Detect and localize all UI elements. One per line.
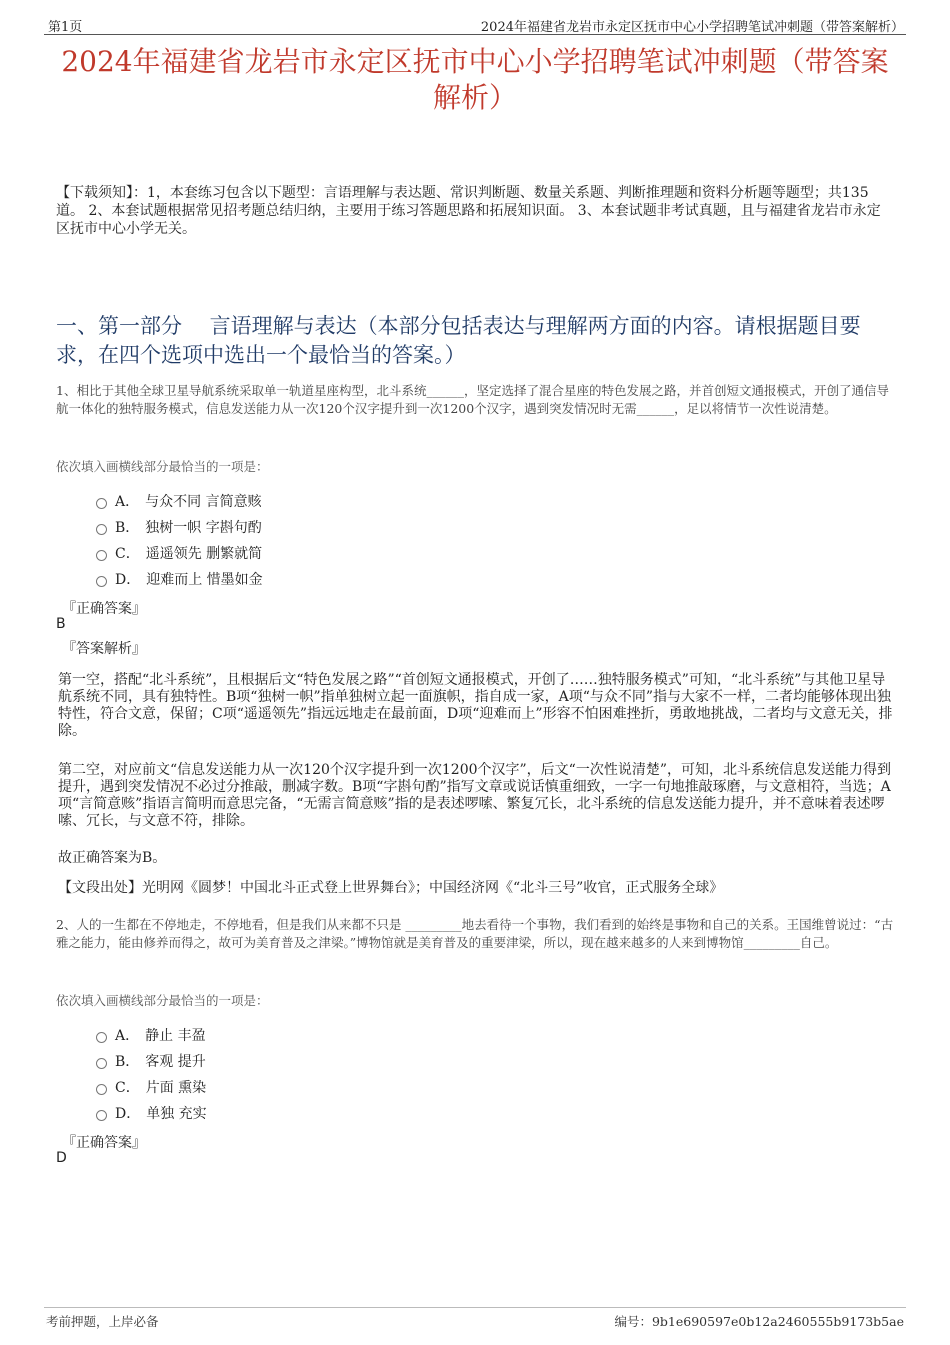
question-2-instruction: 依次填入画横线部分最恰当的一项是： — [56, 993, 269, 1008]
option-c[interactable]: C． 遥遥领先 删繁就简 — [96, 540, 263, 566]
correct-answer-label: 『正确答案』 — [62, 601, 146, 617]
option-b[interactable]: B． 客观 提升 — [96, 1048, 207, 1074]
correct-answer: D — [56, 1150, 67, 1166]
page-number: 第1页 — [48, 20, 83, 35]
radio-icon[interactable] — [96, 576, 107, 587]
correct-answer: B — [56, 616, 66, 632]
option-c[interactable]: C． 片面 熏染 — [96, 1074, 207, 1100]
radio-icon[interactable] — [96, 1032, 107, 1043]
correct-answer-label: 『正确答案』 — [62, 1135, 146, 1151]
radio-icon[interactable] — [96, 1084, 107, 1095]
question-1-options — [96, 488, 263, 592]
option-a[interactable]: A． 与众不同 言简意赅 — [96, 488, 263, 514]
header-doc-title: 2024年福建省龙岩市永定区抚市中心小学招聘笔试冲刺题（带答案解析） — [480, 20, 904, 35]
option-d[interactable]: D． 迎难而上 惜墨如金 — [96, 566, 263, 592]
radio-icon[interactable] — [96, 1058, 107, 1069]
section-heading: 一、第一部分 言语理解与表达（本部分包括表达与理解两方面的内容。请根据题目要求，在四个选项中选出一个最恰当的答案。） — [56, 314, 861, 367]
radio-icon[interactable] — [96, 524, 107, 535]
radio-icon[interactable] — [96, 1110, 107, 1121]
footer-divider — [44, 1307, 906, 1308]
page-header — [44, 14, 906, 35]
question-1-instruction: 依次填入画横线部分最恰当的一项是： — [56, 459, 269, 474]
footer-document-id: 编号：9b1e690597e0b12a2460555b9173b5ae — [614, 1314, 904, 1329]
document-title: 2024年福建省龙岩市永定区抚市中心小学招聘笔试冲刺题（带答案解析） — [61, 45, 889, 114]
question-2-options — [96, 1022, 207, 1126]
analysis-paragraph-1: 第一空，搭配“北斗系统”，且根据后文“特色发展之路”“首创短文通报模式，开创了……独特服务模式”可知，“北斗系统”与其他卫星导航系统不同，具有独特性。B项“独树一帜”指单独树立起一面旗帜，指自成一家，A项“与众不同”指与大家不一样，二者均能够体现出独特性，符合文意，保留；C项“遥遥领先”指远远地走在最前面，D项“迎难而上”形容不怕困难挫折，勇敢地挑战，二者均与文意无关，排除。 — [58, 672, 893, 739]
radio-icon[interactable] — [96, 498, 107, 509]
option-d[interactable]: D． 单独 充实 — [96, 1100, 207, 1126]
analysis-paragraph-2: 第二空，对应前文“信息发送能力从一次120个汉字提升到一次1200个汉字”，后文“一次性说清楚”，可知，北斗系统信息发送能力得到提升，遇到突发情况不必过分推敲，删减字数。B项“字斟句酌”指写文章或说话慎重细致，一字一句地推敲琢磨，与文意相符，当选；A项“言简意赅”指语言简明而意思完备，“无需言简意赅”指的是表述啰嗦、繁复冗长，北斗系统的信息发送能力提升，并不意味着表述啰嗦、冗长，与文意不符，排除。 — [58, 762, 891, 829]
radio-icon[interactable] — [96, 550, 107, 561]
option-a[interactable]: A． 静止 丰盈 — [96, 1022, 207, 1048]
passage-source: 【文段出处】光明网《圆梦！中国北斗正式登上世界舞台》；中国经济网《“北斗三号”收官，正式服务全球》 — [58, 880, 724, 896]
question-2-text: 2、人的一生都在不停地走，不停地看，但是我们从来都不只是 _________地去看待一个事物，我们看到的始终是事物和自己的关系。王国维曾说过：“古雅之能力，能由修养而得之，故可为美育普及之津梁。”博物馆就是美育普及的重要津梁，所以，现在越来越多的人来到博物馆_________自己。 — [56, 917, 894, 950]
download-notice: 【下载须知】：1，本套练习包含以下题型：言语理解与表达题、常识判断题、数量关系题、判断推理题和资料分析题等题型；共135道。 2、本套试题根据常见招考题总结归纳，主要用于练习答题思路和拓展知识面。 3、本套试题非考试真题，且与福建省龙岩市永定区抚市中心小学无关。 — [56, 185, 881, 237]
analysis-conclusion: 故正确答案为B。 — [58, 850, 167, 866]
analysis-label: 『答案解析』 — [62, 641, 146, 657]
option-b[interactable]: B． 独树一帜 字斟句酌 — [96, 514, 263, 540]
question-1-text: 1、相比于其他全球卫星导航系统采取单一轨道星座构型，北斗系统______，坚定选择了混合星座的特色发展之路，并首创短文通报模式，开创了通信导航一体化的独特服务模式，信息发送能力从一次120个汉字提升到一次1200个汉字，遇到突发情况时无需______，足以将情节一次性说清楚。 — [56, 383, 889, 416]
footer-slogan: 考前押题，上岸必备 — [46, 1314, 159, 1329]
